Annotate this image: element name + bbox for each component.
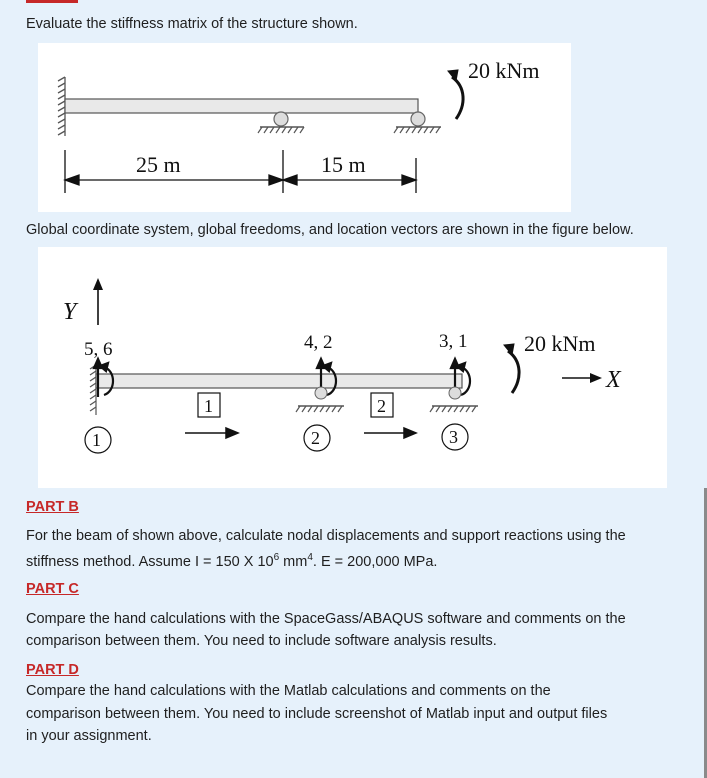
- y-axis-label: Y: [63, 299, 77, 325]
- exponent-6: 6: [273, 552, 280, 563]
- part-b-line-2-post: . E = 200,000 MPa.: [312, 553, 438, 570]
- beam: [96, 374, 462, 388]
- freedoms-figure: [38, 247, 667, 488]
- moment-label: 20 kNm: [468, 58, 540, 83]
- freedoms-node-2: 4, 2: [304, 332, 333, 353]
- roller-support-1: [258, 112, 304, 133]
- fixed-support: [90, 365, 96, 415]
- node-1-label: 1: [92, 430, 101, 450]
- span-2-label: 15 m: [321, 152, 366, 177]
- global-system-text: Global coordinate system, global freedoms, and location vectors are shown in the figure below.: [26, 222, 634, 238]
- part-b-line-2-pre: stiffness method. Assume I = 150 X 10: [26, 553, 274, 570]
- roller-support-2: [394, 112, 441, 133]
- span-1-label: 25 m: [136, 152, 181, 177]
- moment-arrow: [448, 70, 463, 119]
- node-2-label: 2: [311, 428, 320, 448]
- moment-arrow: [504, 344, 519, 393]
- element-2-label: 2: [377, 396, 386, 416]
- part-c-line-2: comparison between them. You need to include software analysis results.: [26, 633, 497, 649]
- part-d-line-3: in your assignment.: [26, 728, 152, 744]
- x-axis-label: X: [606, 367, 621, 393]
- x-axis-arrow: [562, 373, 602, 383]
- beam: [65, 99, 418, 113]
- top-accent-bar: [26, 0, 78, 3]
- moment-label: 20 kNm: [524, 331, 596, 356]
- element-1-label: 1: [204, 396, 213, 416]
- part-b-line-1: For the beam of shown above, calculate nodal displacements and support reactions using the: [26, 528, 626, 544]
- intro-text: Evaluate the stiffness matrix of the structure shown.: [26, 16, 358, 32]
- element-direction-arrows: [185, 428, 416, 438]
- beam-figure: [38, 43, 571, 212]
- roller-support-2: [296, 387, 344, 412]
- freedoms-node-3: 3, 1: [439, 331, 468, 352]
- part-b-title: PART B: [26, 499, 79, 515]
- part-d-title: PART D: [26, 662, 79, 678]
- part-c-line-1: Compare the hand calculations with the SpaceGass/ABAQUS software and comments on the: [26, 611, 626, 627]
- fixed-support: [58, 77, 65, 136]
- part-d-line-2: comparison between them. You need to include screenshot of Matlab input and output files: [26, 706, 608, 722]
- part-d-line-1: Compare the hand calculations with the Matlab calculations and comments on the: [26, 683, 551, 699]
- y-axis-arrow: [93, 278, 103, 325]
- freedoms-node-1: 5, 6: [84, 339, 113, 360]
- part-b-line-2: [26, 547, 437, 573]
- part-b-line-2-mid: mm: [279, 553, 308, 570]
- node-3-label: 3: [449, 427, 458, 447]
- exponent-4: 4: [307, 552, 313, 563]
- part-c-title: PART C: [26, 581, 79, 597]
- roller-support-3: [430, 387, 478, 412]
